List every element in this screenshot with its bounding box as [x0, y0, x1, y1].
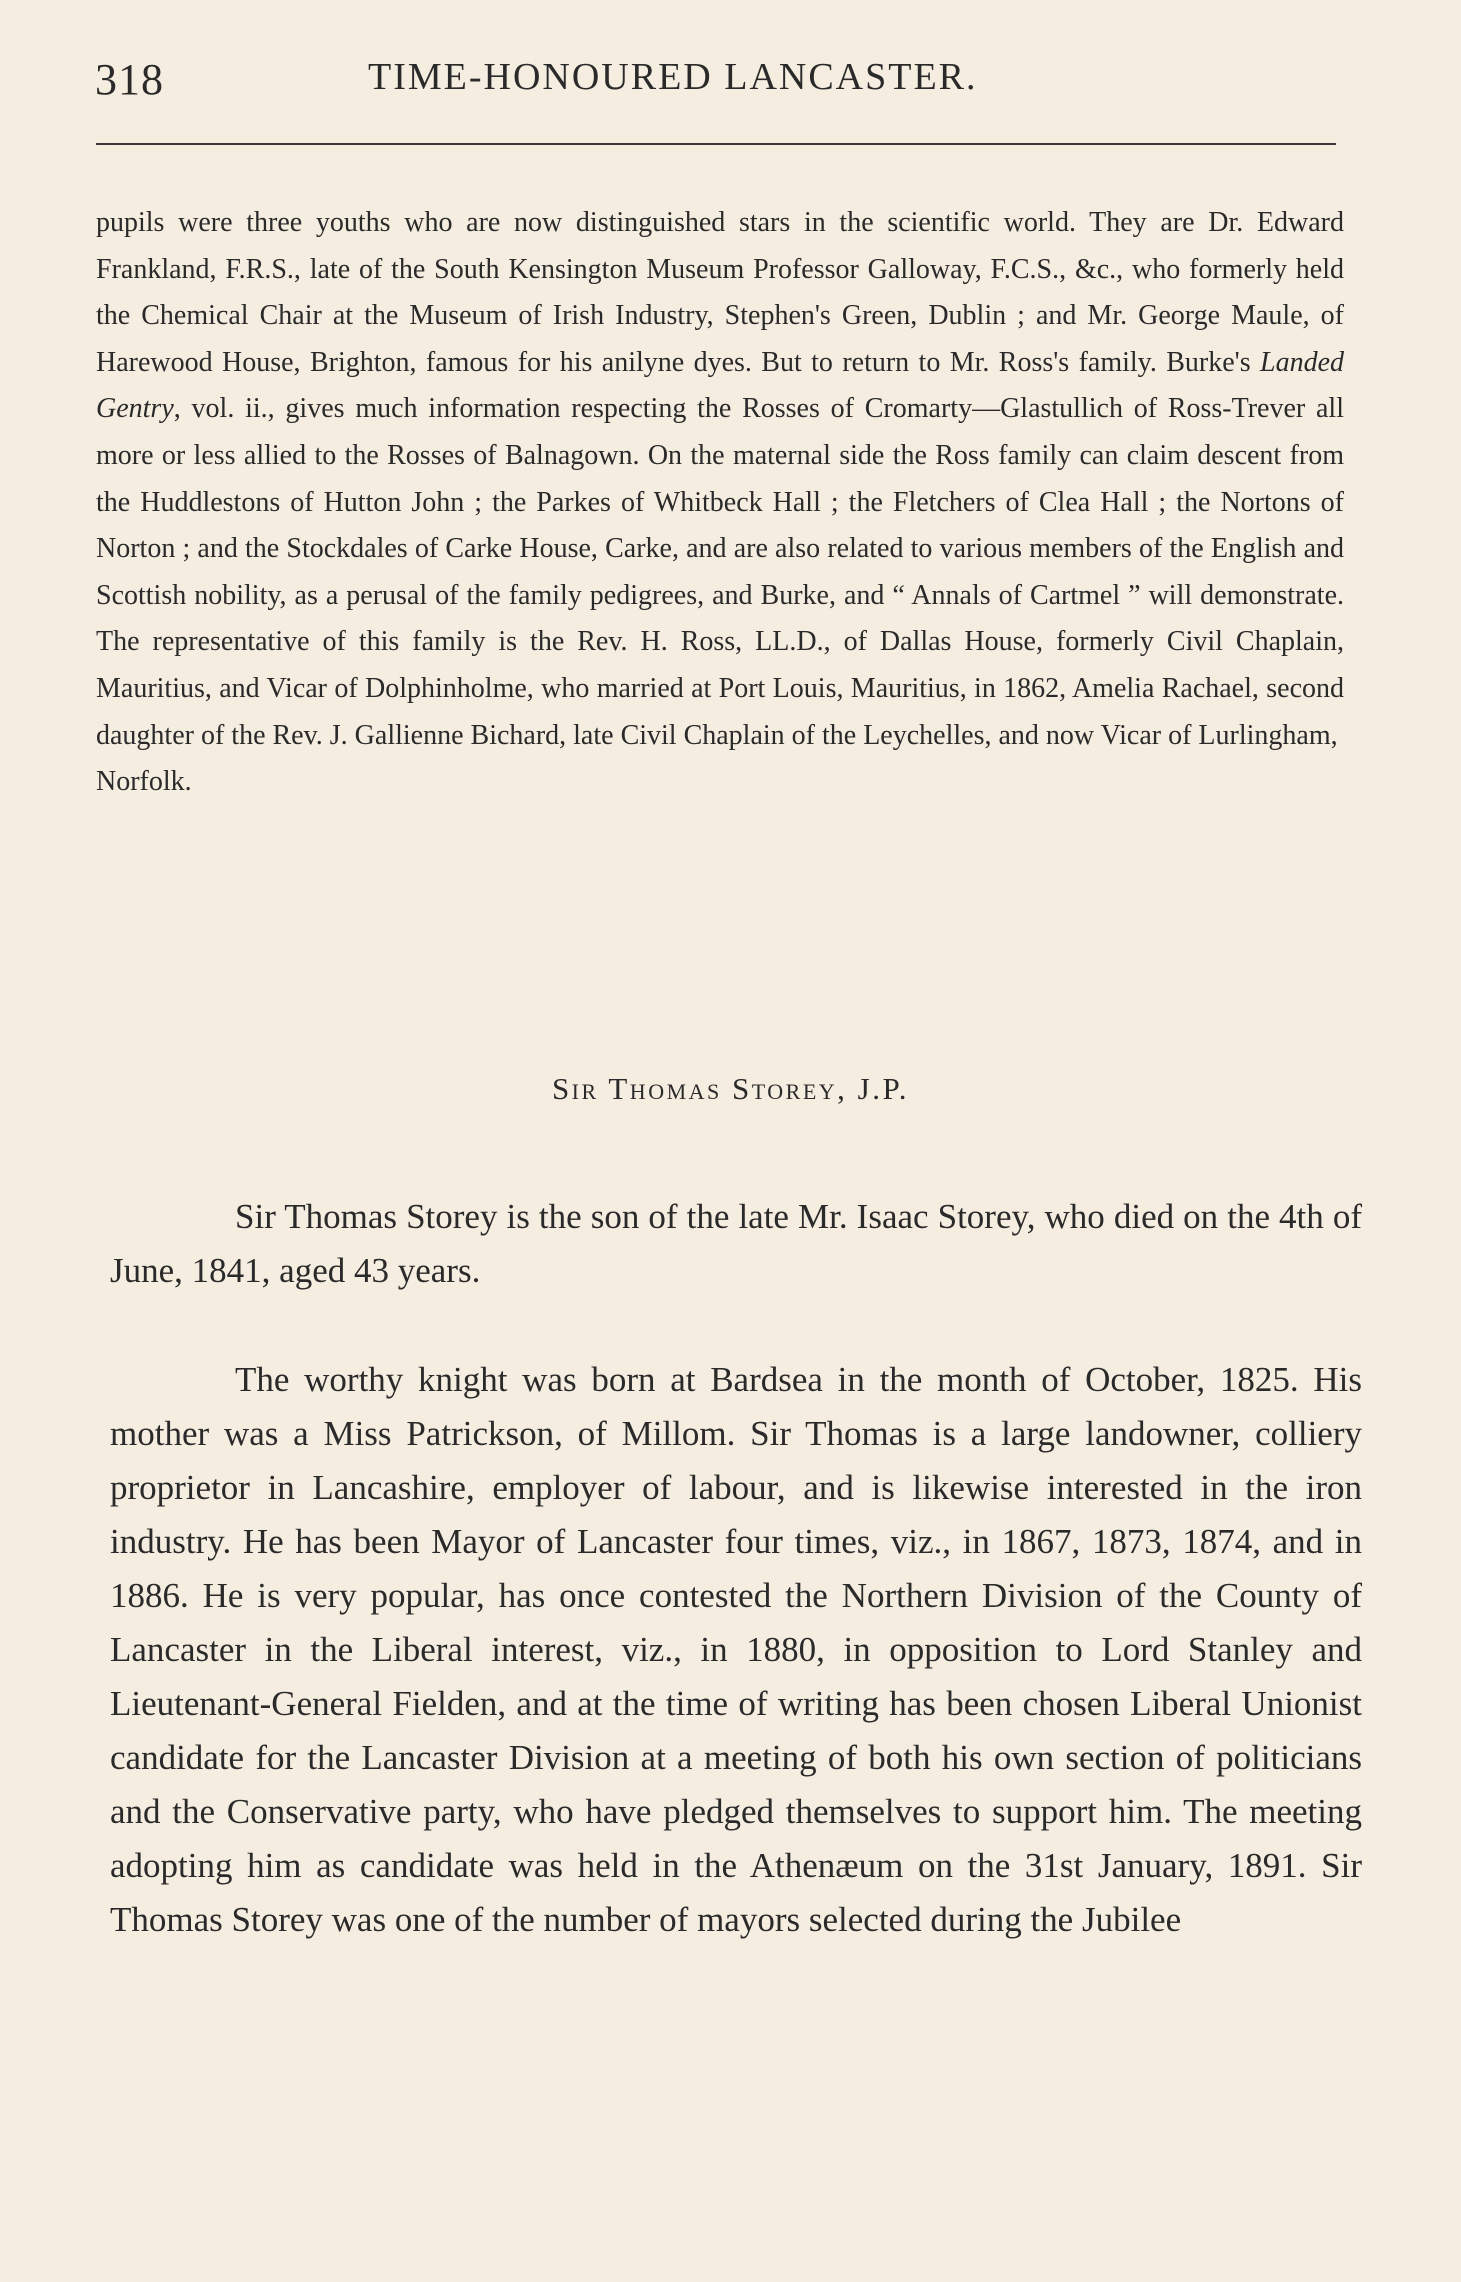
page-number: 318 — [95, 55, 164, 104]
continuation-paragraph — [96, 200, 1344, 806]
continuation-text-part-1: pupils were three youths who are now distinguished stars in the scientific world. They are Dr. Edward Frankland, F.R.S., late of the South Kensington Museum Professor Galloway, F.C.S., &c., who formerly held the Chemical Chair at the Museum of Irish Industry, Stephen's Green, Dublin ; and Mr. George Maule, of Harewood House, Brighton, famous for his anilyne dyes. But to return to Mr. Ross's family. Burke's — [96, 207, 1344, 378]
continuation-last-line: Norfolk. — [96, 766, 192, 798]
header-rule — [96, 143, 1336, 145]
continuation-text-part-2: , vol. ii., gives much information respecting the Rosses of Cromarty—Glastullich of Ross-Trever all more or less allied to the Rosses of Balnagown. On the maternal side the Ross family can claim descent from the Huddlestons of Hutton John ; the Parkes of Whitbeck Hall ; the Fletchers of Clea Hall ; the Nortons of Norton ; and the Stockdales of Carke House, Carke, and are also related to various members of the English and Scottish nobility, as a perusal of the family pedigrees, and Burke, and “ Annals of Cartmel ” will demonstrate. The representative of this family is the Rev. H. Ross, LL.D., of Dallas House, formerly Civil Chaplain, Mauritius, and Vicar of Dolphinholme, who married at Port Louis, Mauritius, in 1862, Amelia Rachael, second daughter of the Rev. J. Gallienne Bichard, late Civil Chaplain of the Leychelles, and now Vicar of Lurlingham, — [96, 393, 1344, 751]
book-title-italic: Landed Gentry — [96, 346, 1344, 425]
running-head: TIME-HONOURED LANCASTER. — [368, 56, 978, 98]
section-heading: Sir Thomas Storey, J.P. — [551, 1071, 910, 1106]
paragraph-1: Sir Thomas Storey is the son of the late Mr. Isaac Storey, who died on the 4th of June, 1841, aged 43 years. — [110, 1197, 1362, 1290]
paragraph-2: The worthy knight was born at Bardsea in the month of October, 1825. His mother was a Miss Patrickson, of Millom. Sir Thomas is a large landowner, colliery proprietor in Lancashire, employer of labour, and is likewise interested in the iron industry. He has been Mayor of Lancaster four times, viz., in 1867, 1873, 1874, and in 1886. He is very popular, has once contested the Northern Division of the County of Lancaster in the Liberal interest, viz., in 1880, in opposition to Lord Stanley and Lieutenant-General Fielden, and at the time of writing has been chosen Liberal Unionist candidate for the Lancaster Division at a meeting of both his own section of politicians and the Conservative party, who have pledged themselves to support him. The meeting adopting him as candidate was held in the Athenæum on the 31st January, 1891. Sir Thomas Storey was one of the number of mayors selected during the Jubilee — [110, 1360, 1362, 1939]
